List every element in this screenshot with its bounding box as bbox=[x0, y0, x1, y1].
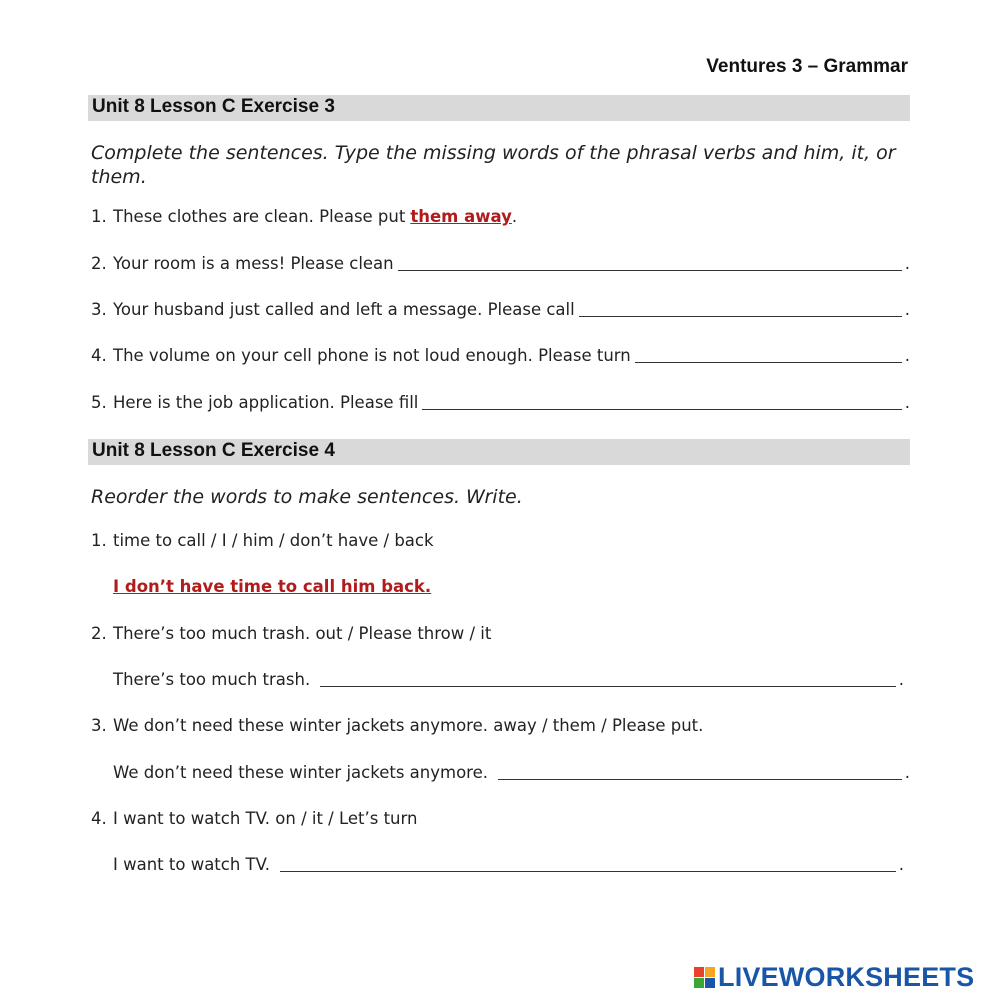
liveworksheets-logo bbox=[694, 962, 974, 993]
item-number: 5. bbox=[91, 393, 107, 412]
answer-blank[interactable] bbox=[422, 408, 901, 410]
ex4-item-2-answer-line bbox=[113, 670, 904, 690]
logo-mark-icon bbox=[694, 967, 715, 988]
answer-blank[interactable] bbox=[398, 269, 902, 271]
answer-blank[interactable] bbox=[579, 315, 902, 317]
exercise-4-title: Unit 8 Lesson C Exercise 4 bbox=[92, 440, 335, 461]
ex3-item-4 bbox=[91, 346, 910, 366]
ex4-item-4-answer-line bbox=[113, 855, 904, 875]
exercise-3-title: Unit 8 Lesson C Exercise 3 bbox=[92, 96, 335, 117]
answer-blank[interactable] bbox=[280, 870, 896, 872]
item-end: . bbox=[904, 763, 910, 782]
ex3-item-5 bbox=[91, 393, 910, 413]
ex3-item-1 bbox=[91, 207, 910, 227]
item-number: 2. bbox=[91, 624, 107, 643]
answer-blank[interactable] bbox=[320, 685, 896, 687]
item-number: 3. bbox=[91, 300, 107, 319]
ex4-item-3-answer-line bbox=[113, 763, 910, 783]
ex4-item-3-prompt bbox=[91, 716, 910, 736]
ex4-item-1-answer bbox=[113, 577, 910, 597]
item-end: . bbox=[904, 393, 910, 412]
item-lead: We don’t need these winter jackets anymore. bbox=[113, 763, 488, 782]
item-text: Your room is a mess! Please clean bbox=[113, 254, 394, 273]
exercise-4-title-bar bbox=[88, 439, 910, 465]
item-lead: There’s too much trash. bbox=[113, 670, 311, 689]
item-end: . bbox=[898, 670, 904, 689]
item-end: . bbox=[511, 207, 518, 226]
item-prompt: time to call / I / him / don’t have / back bbox=[113, 531, 434, 550]
item-number: 4. bbox=[91, 809, 107, 828]
item-end: . bbox=[898, 855, 904, 874]
item-end: . bbox=[904, 346, 910, 365]
answer-blank[interactable] bbox=[498, 778, 902, 780]
logo-text: LIVEWORKSHEETS bbox=[718, 962, 975, 992]
ex4-item-4-prompt bbox=[91, 809, 910, 829]
item-number: 2. bbox=[91, 254, 107, 273]
item-text: Your husband just called and left a message. Please call bbox=[113, 300, 575, 319]
ex4-item-2-prompt bbox=[91, 624, 910, 644]
page-header: Ventures 3 – Grammar bbox=[706, 56, 908, 77]
item-text: Here is the job application. Please fill bbox=[113, 393, 419, 412]
item-end: . bbox=[904, 254, 910, 273]
answer-text[interactable]: them away bbox=[410, 207, 512, 226]
exercise-4-instructions: Reorder the words to make sentences. Write. bbox=[91, 486, 523, 508]
exercise-3-instructions: Complete the sentences. Type the missing words of the phrasal verbs and him, it, or them. bbox=[91, 142, 896, 188]
item-prompt: We don’t need these winter jackets anymore. away / them / Please put. bbox=[113, 716, 704, 735]
exercise-3-title-bar bbox=[88, 95, 910, 121]
ex3-item-3 bbox=[91, 300, 910, 320]
ex4-item-1-prompt bbox=[91, 531, 910, 551]
ex3-item-2 bbox=[91, 254, 910, 274]
item-text: The volume on your cell phone is not loud enough. Please turn bbox=[113, 346, 631, 365]
item-number: 1. bbox=[91, 531, 107, 550]
item-number: 4. bbox=[91, 346, 107, 365]
item-number: 3. bbox=[91, 716, 107, 735]
answer-blank[interactable] bbox=[635, 361, 902, 363]
item-prompt: There’s too much trash. out / Please throw / it bbox=[113, 624, 492, 643]
item-end: . bbox=[904, 300, 910, 319]
item-text: These clothes are clean. Please put bbox=[113, 207, 406, 226]
item-number: 1. bbox=[91, 207, 107, 226]
answer-text[interactable]: I don’t have time to call him back. bbox=[113, 577, 432, 596]
item-prompt: I want to watch TV. on / it / Let’s turn bbox=[113, 809, 418, 828]
item-lead: I want to watch TV. bbox=[113, 855, 271, 874]
